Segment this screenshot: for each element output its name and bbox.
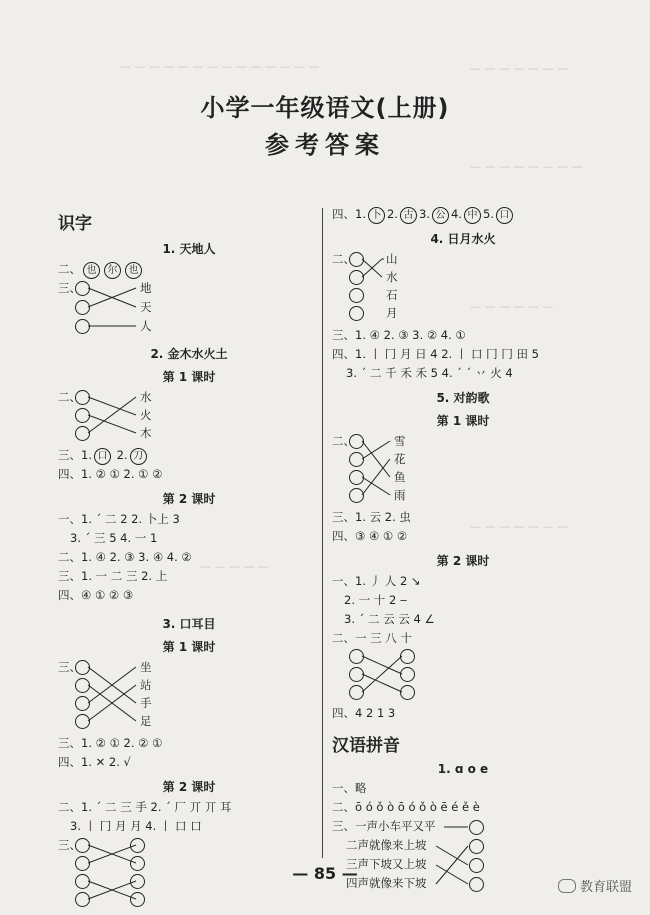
match-word: 三、一声小车平又平 — [332, 819, 436, 833]
matching-exercise — [58, 388, 320, 446]
match-word: 手 — [140, 696, 152, 710]
answer-line: 四、③ ④ ① ② — [332, 529, 408, 543]
answer-line: 四、1. 丨 冂 月 日 4 2. 丨 口 冂 冂 田 5 — [332, 347, 539, 361]
answer-prefix: 二、 — [58, 390, 81, 404]
answer-prefix: 二、 — [332, 252, 355, 266]
show-through-text: — — — — — — — — [470, 62, 568, 75]
match-word: 足 — [140, 714, 152, 728]
circled-answer: 中 — [464, 207, 481, 224]
match-circle — [75, 838, 90, 853]
answer-line: 四、④ ① ② ③ — [58, 588, 134, 602]
match-circle — [349, 270, 364, 285]
answer-number: 2. — [116, 448, 128, 462]
lesson-title: 1. 天地人 — [162, 242, 216, 256]
answer-line: 四、1. ✕ 2. √ — [58, 755, 131, 769]
lesson-part-title: 第 2 课时 — [162, 492, 216, 506]
match-circle — [75, 892, 90, 907]
match-word: 月 — [386, 306, 398, 320]
circled-answer: 公 — [432, 207, 449, 224]
lesson-title: 5. 对韵歌 — [436, 391, 490, 405]
match-circle — [349, 667, 364, 682]
answer-line — [58, 260, 320, 279]
match-word: 地 — [140, 281, 152, 295]
answer-line: 一、1. 丿 人 2 ↘ — [332, 574, 421, 588]
lesson-title: 3. 口耳目 — [162, 617, 216, 631]
circled-answer: 尔 — [104, 262, 121, 279]
lesson-title: 1. ɑ o e — [437, 762, 489, 776]
match-word: 水 — [140, 390, 152, 404]
match-circle — [75, 390, 90, 405]
match-circle — [469, 839, 484, 854]
right-column — [332, 205, 594, 893]
lesson-part-title: 第 1 课时 — [436, 414, 490, 428]
circled-answer: 古 — [400, 207, 417, 224]
match-word: 雨 — [394, 488, 406, 502]
match-word: 天 — [140, 300, 152, 314]
circled-answer: 也 — [83, 262, 100, 279]
answer-line: 3. 丨 冂 月 月 4. 丨 口 口 — [70, 819, 202, 833]
match-circle — [400, 685, 415, 700]
match-word: 水 — [386, 270, 398, 284]
show-through-text: — — — — — — — — — — — — — — — [120, 60, 320, 73]
match-circle — [349, 470, 364, 485]
match-circle — [349, 685, 364, 700]
match-word: 三声下坡又上坡 — [346, 857, 427, 871]
answer-line: 四、1. ② ① 2. ① ② — [58, 467, 163, 481]
answer-line: 三、1. 一 二 三 2. 上 — [58, 569, 168, 583]
match-circle — [75, 408, 90, 423]
show-through-text: — — — — — — — [470, 300, 554, 313]
match-circle — [349, 252, 364, 267]
section-heading-pinyin: 汉语拼音 — [332, 736, 400, 756]
answer-line: 二、1. ˊ 二 三 手 2. ˊ 厂 丌 丌 耳 — [58, 800, 232, 814]
answer-number: 5. — [482, 207, 494, 221]
answer-prefix: 三、1. — [58, 448, 92, 462]
match-word: 站 — [140, 678, 152, 692]
answer-line: 3. ˊ 三 5 4. 一 1 — [70, 531, 158, 545]
answer-line — [58, 446, 320, 465]
answer-line: 二、ō ó ǒ ò ō ó ǒ ò ē é ě è — [332, 800, 480, 814]
circled-answer: 也 — [125, 262, 142, 279]
answer-line: 四、4 2 1 3 — [332, 706, 396, 720]
circled-answer: 口 — [94, 448, 111, 465]
matching-exercise — [332, 432, 594, 508]
answer-line: 三、1. ② ① 2. ② ① — [58, 736, 163, 750]
answer-line: 二、一 三 八 十 — [332, 631, 412, 645]
answer-line: 2. 一 十 2 ‒ — [344, 593, 408, 607]
show-through-text: — — — — — — — — — [470, 160, 583, 173]
match-circle — [400, 649, 415, 664]
left-column — [58, 205, 320, 912]
lesson-part-title: 第 1 课时 — [162, 370, 216, 384]
matching-exercise — [58, 279, 320, 339]
page-number: — 85 — — [292, 864, 358, 883]
answer-line: 三、1. ④ 2. ③ 3. ② 4. ① — [332, 328, 466, 342]
match-circle — [75, 660, 90, 675]
match-word: 四声就像来下坡 — [346, 876, 427, 890]
match-circle — [75, 319, 90, 334]
circled-answer: 卜 — [368, 207, 385, 224]
match-word: 石 — [386, 288, 398, 302]
answer-prefix: 三、 — [58, 281, 81, 295]
lesson-part-title: 第 2 课时 — [162, 780, 216, 794]
match-circle — [349, 649, 364, 664]
watermark-text: 教育联盟 — [579, 880, 632, 895]
lesson-title: 2. 金木水火土 — [150, 347, 228, 361]
matching-exercise — [332, 250, 594, 326]
answer-prefix: 三、 — [58, 838, 81, 852]
match-word: 坐 — [140, 660, 152, 674]
answer-number: 3. — [418, 207, 430, 221]
answer-line: 二、1. ④ 2. ③ 3. ④ 4. ② — [58, 550, 192, 564]
answer-line: 一、略 — [332, 781, 367, 795]
match-word: 火 — [140, 408, 152, 422]
lesson-part-title: 第 1 课时 — [162, 640, 216, 654]
lesson-part-title: 第 2 课时 — [436, 554, 490, 568]
match-circle — [75, 696, 90, 711]
match-word: 雪 — [394, 434, 406, 448]
match-circle — [349, 288, 364, 303]
match-circle — [130, 892, 145, 907]
answer-line: 一、1. ˊ 二 2 2. 卜上 3 — [58, 512, 180, 526]
match-word: 二声就像来上坡 — [346, 838, 427, 852]
page-subtitle: 参考答案 — [265, 130, 385, 159]
matching-exercise — [332, 648, 594, 704]
answer-prefix: 三、 — [58, 660, 81, 674]
answer-number: 2. — [386, 207, 398, 221]
match-word: 鱼 — [394, 470, 406, 484]
answer-line — [332, 205, 594, 224]
match-circle — [349, 488, 364, 503]
match-circle — [349, 306, 364, 321]
matching-exercise — [58, 658, 320, 734]
answer-prefix: 四、1. — [332, 207, 366, 221]
watermark — [558, 876, 632, 895]
match-word: 木 — [140, 426, 152, 440]
page-title: 小学一年级语文(上册) — [200, 94, 450, 122]
show-through-text: — — — — — — — — [470, 520, 568, 533]
match-word: 花 — [394, 452, 406, 466]
match-circle — [469, 820, 484, 835]
circled-answer: 刀 — [130, 448, 147, 465]
match-circle — [130, 838, 145, 853]
answer-line: 3. ˊ 二 云 云 4 ∠ — [344, 612, 435, 626]
match-circle — [75, 281, 90, 296]
show-through-text: — — — — — — [200, 560, 269, 573]
wechat-icon — [558, 879, 576, 893]
answer-line: 三、1. 云 2. 虫 — [332, 510, 411, 524]
match-circle — [75, 300, 90, 315]
answer-line: 3. ˊ 二 千 禾 禾 5 4. ˊ ˊ 丷 火 4 — [346, 366, 513, 380]
lesson-title: 4. 日月水火 — [430, 232, 496, 246]
column-divider — [322, 208, 323, 858]
match-word: 人 — [140, 319, 152, 333]
match-circle — [75, 714, 90, 729]
match-circle — [349, 452, 364, 467]
match-circle — [349, 434, 364, 449]
match-circle — [75, 678, 90, 693]
answer-prefix: 二、 — [58, 262, 81, 276]
match-circle — [75, 426, 90, 441]
match-word: 山 — [386, 252, 398, 266]
circled-answer: 口 — [496, 207, 513, 224]
match-circle — [400, 667, 415, 682]
answer-prefix: 二、 — [332, 434, 355, 448]
answer-number: 4. — [450, 207, 462, 221]
section-heading-shizi: 识字 — [58, 214, 92, 234]
